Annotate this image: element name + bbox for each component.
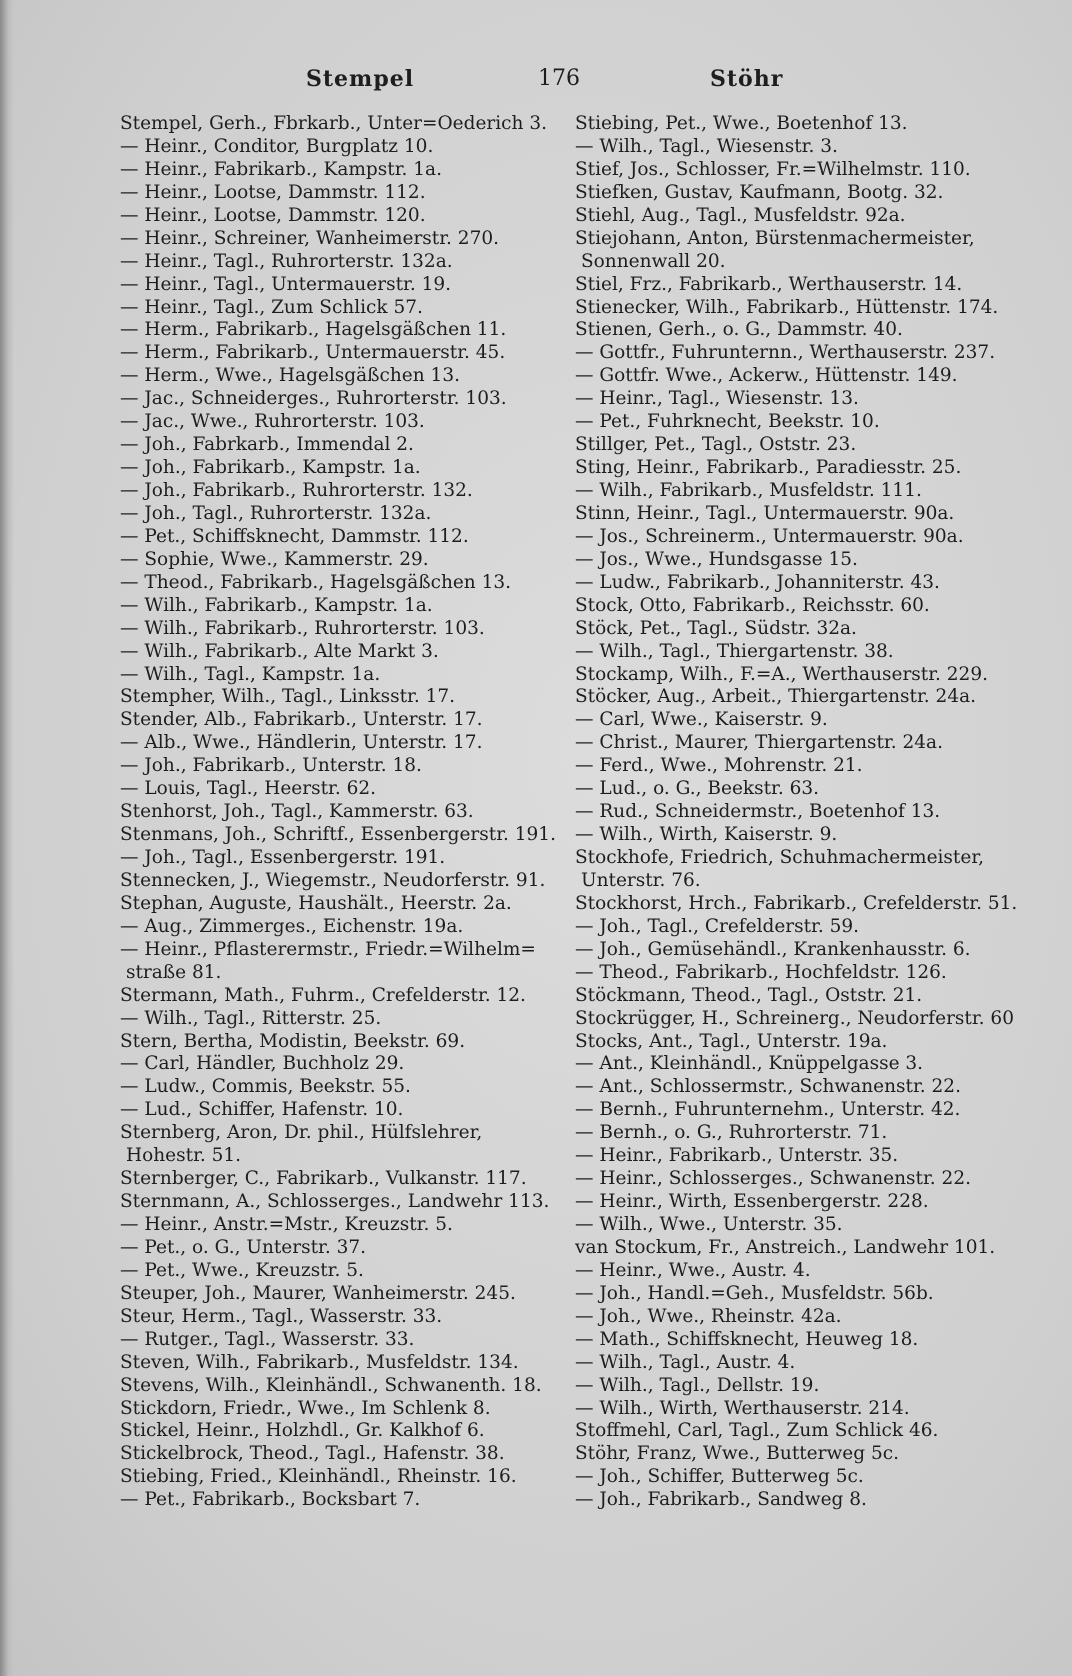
directory-entry: — Bernh., Fuhrunternehm., Unterstr. 42. (575, 1099, 961, 1121)
directory-entry: Stenmans, Joh., Schriftf., Essenbergerstr. 191. (120, 824, 556, 846)
directory-entry: — Joh., Fabrikarb., Ruhrorterstr. 132. (120, 480, 473, 501)
directory-entry: Stöckmann, Theod., Tagl., Oststr. 21. (575, 984, 923, 1006)
directory-entry: Sternberger, C., Fabrikarb., Vulkanstr. 117. (120, 1168, 527, 1190)
directory-entry: — Joh., Tagl., Essenbergerstr. 191. (120, 847, 446, 868)
directory-entry: Hohestr. 51. (126, 1145, 242, 1167)
directory-entry: Stiejohann, Anton, Bürstenmachermeister, (575, 227, 975, 249)
directory-entry: Stender, Alb., Fabrikarb., Unterstr. 17. (120, 709, 483, 731)
directory-entry: — Jac., Wwe., Ruhrorterstr. 103. (120, 411, 425, 433)
directory-entry: — Lud., Schiffer, Hafenstr. 10. (120, 1099, 404, 1121)
directory-entry: Sting, Heinr., Fabrikarb., Paradiesstr. 25. (575, 457, 962, 479)
directory-entry: — Heinr., Wirth, Essenbergerstr. 228. (575, 1191, 929, 1213)
directory-entry: Stickdorn, Friedr., Wwe., Im Schlenk 8. (120, 1397, 491, 1419)
directory-entry: Stempel, Gerh., Fbrkarb., Unter=Oederich 3. (120, 113, 547, 134)
directory-entry: — Wilh., Wwe., Unterstr. 35. (575, 1214, 843, 1235)
directory-entry: — Wilh., Tagl., Dellstr. 19. (575, 1374, 820, 1396)
directory-entry: Stevens, Wilh., Kleinhändl., Schwanenth. 18. (120, 1374, 542, 1396)
directory-entry: — Jos., Wwe., Hundsgasse 15. (575, 548, 858, 570)
directory-entry: — Joh., Fabrikarb., Unterstr. 18. (120, 755, 422, 777)
directory-entry: — Heinr., Tagl., Untermauerstr. 19. (120, 273, 452, 295)
directory-entry: — Ant., Kleinhändl., Knüppelgasse 3. (575, 1053, 924, 1075)
directory-entry: — Lud., o. G., Beekstr. 63. (575, 778, 820, 800)
directory-entry: — Wilh., Tagl., Kampstr. 1a. (120, 663, 381, 685)
directory-entry: — Bernh., o. G., Ruhrorterstr. 71. (575, 1122, 888, 1144)
directory-entry: — Pet., Fuhrknecht, Beekstr. 10. (575, 411, 880, 433)
directory-entry: Stockhorst, Hrch., Fabrikarb., Crefelderstr. 51. (575, 892, 1018, 914)
directory-entry: Stiebing, Pet., Wwe., Boetenhof 13. (575, 113, 908, 134)
directory-entry: Stief, Jos., Schlosser, Fr.=Wilhelmstr. 110. (575, 158, 971, 180)
directory-entry: Steuper, Joh., Maurer, Wanheimerstr. 245. (120, 1282, 516, 1304)
directory-entry: — Pet., Fabrikarb., Bocksbart 7. (120, 1489, 421, 1511)
directory-entry: — Wilh., Tagl., Austr. 4. (575, 1351, 796, 1373)
directory-entry: Stiebing, Fried., Kleinhändl., Rheinstr. 16. (120, 1466, 517, 1488)
directory-entry: — Rud., Schneidermstr., Boetenhof 13. (575, 801, 941, 823)
directory-entry: — Theod., Fabrikarb., Hagelsgäßchen 13. (120, 571, 512, 593)
directory-entry: — Herm., Fabrikarb., Untermauerstr. 45. (120, 342, 506, 364)
directory-entry: — Louis, Tagl., Heerstr. 62. (120, 778, 377, 800)
directory-entry: — Ludw., Commis, Beekstr. 55. (120, 1076, 411, 1098)
directory-entry: — Math., Schiffsknecht, Heuweg 18. (575, 1328, 919, 1350)
directory-entry: — Gottfr., Fuhrunternn., Werthauserstr. 237. (575, 342, 996, 364)
directory-entry: — Joh., Fabrikarb., Sandweg 8. (575, 1489, 867, 1511)
directory-entry: Stenhorst, Joh., Tagl., Kammerstr. 63. (120, 801, 474, 823)
directory-entry: — Wilh., Fabrikarb., Alte Markt 3. (120, 640, 439, 662)
directory-entry: Stöck, Pet., Tagl., Südstr. 32a. (575, 617, 857, 639)
page-header (120, 66, 1020, 106)
directory-entry: — Wilh., Tagl., Thiergartenstr. 38. (575, 640, 894, 662)
directory-entry: — Heinr., Schreiner, Wanheimerstr. 270. (120, 227, 499, 249)
directory-entry: — Wilh., Wirth, Werthauserstr. 214. (575, 1397, 910, 1419)
directory-entry: — Christ., Maurer, Thiergartenstr. 24a. (575, 732, 943, 754)
directory-entry: — Heinr., Fabrikarb., Kampstr. 1a. (120, 158, 442, 180)
directory-entry: — Wilh., Tagl., Wiesenstr. 3. (575, 135, 838, 157)
directory-entry: Stickel, Heinr., Holzhdl., Gr. Kalkhof 6. (120, 1420, 485, 1442)
directory-entry: — Heinr., Tagl., Ruhrorterstr. 132a. (120, 250, 453, 272)
directory-entry: Stock, Otto, Fabrikarb., Reichsstr. 60. (575, 594, 930, 616)
directory-entry: — Gottfr. Wwe., Ackerw., Hüttenstr. 149. (575, 365, 958, 387)
directory-entry: — Carl, Wwe., Kaiserstr. 9. (575, 709, 828, 731)
directory-entry: — Ludw., Fabrikarb., Johanniterstr. 43. (575, 571, 940, 593)
directory-entry: Stinn, Heinr., Tagl., Untermauerstr. 90a. (575, 502, 955, 524)
directory-entry: straße 81. (126, 961, 222, 983)
header-right-keyword: Stöhr (710, 66, 784, 92)
directory-entry: Stienen, Gerh., o. G., Dammstr. 40. (575, 319, 903, 341)
directory-entry: — Pet., Schiffsknecht, Dammstr. 112. (120, 525, 469, 547)
directory-entry: — Heinr., Pflasterermstr., Friedr.=Wilhelm= (120, 938, 536, 960)
directory-entry: — Pet., o. G., Unterstr. 37. (120, 1236, 367, 1258)
directory-entry: Stockamp, Wilh., F.=A., Werthauserstr. 229. (575, 663, 988, 685)
directory-entry: — Jac., Schneiderges., Ruhrorterstr. 103. (120, 388, 507, 410)
directory-entry: — Herm., Fabrikarb., Hagelsgäßchen 11. (120, 319, 507, 341)
directory-entry: — Heinr., Tagl., Zum Schlick 57. (120, 296, 423, 318)
directory-entry: Stiefken, Gustav, Kaufmann, Bootg. 32. (575, 181, 944, 203)
directory-entry: Unterstr. 76. (581, 869, 701, 891)
directory-entry: — Ferd., Wwe., Mohrenstr. 21. (575, 755, 863, 777)
page-edge-shadow (0, 0, 14, 1676)
directory-entry: — Wilh., Fabrikarb., Ruhrorterstr. 103. (120, 617, 485, 639)
left-column (120, 113, 570, 1512)
directory-entry: — Wilh., Fabrikarb., Musfeldstr. 111. (575, 480, 922, 501)
directory-entry: — Joh., Tagl., Ruhrorterstr. 132a. (120, 502, 432, 524)
directory-entry: — Heinr., Lootse, Dammstr. 120. (120, 204, 426, 226)
directory-entry: — Aug., Zimmerges., Eichenstr. 19a. (120, 915, 464, 937)
directory-entry: — Joh., Fabrikarb., Kampstr. 1a. (120, 457, 421, 479)
directory-entry: — Joh., Fabrkarb., Immendal 2. (120, 434, 414, 456)
directory-entry: — Heinr., Anstr.=Mstr., Kreuzstr. 5. (120, 1214, 453, 1235)
directory-entry: Stocks, Ant., Tagl., Unterstr. 19a. (575, 1030, 888, 1052)
directory-entry: Sonnenwall 20. (581, 250, 726, 272)
directory-entry: — Carl, Händler, Buchholz 29. (120, 1053, 405, 1075)
directory-entry: Steven, Wilh., Fabrikarb., Musfeldstr. 134. (120, 1351, 519, 1373)
directory-entry: Stern, Bertha, Modistin, Beekstr. 69. (120, 1030, 466, 1052)
directory-entry: — Rutger., Tagl., Wasserstr. 33. (120, 1328, 415, 1350)
directory-entry: — Joh., Schiffer, Butterweg 5c. (575, 1466, 864, 1488)
directory-entry: — Pet., Wwe., Kreuzstr. 5. (120, 1259, 364, 1281)
directory-entry: Stickelbrock, Theod., Tagl., Hafenstr. 38. (120, 1443, 505, 1465)
directory-entry: Stephan, Auguste, Haushält., Heerstr. 2a. (120, 892, 512, 914)
directory-entry: Stöcker, Aug., Arbeit., Thiergartenstr. 24a. (575, 686, 977, 708)
directory-entry: Stennecken, J., Wiegemstr., Neudorferstr. 91. (120, 869, 546, 891)
directory-entry: Stillger, Pet., Tagl., Oststr. 23. (575, 434, 857, 456)
directory-entry: Stienecker, Wilh., Fabrikarb., Hüttenstr. 174. (575, 296, 999, 318)
directory-entry: — Sophie, Wwe., Kammerstr. 29. (120, 548, 429, 570)
directory-entry: — Joh., Wwe., Rheinstr. 42a. (575, 1305, 842, 1327)
directory-entry: — Ant., Schlossermstr., Schwanenstr. 22. (575, 1076, 961, 1098)
directory-entry: Stoffmehl, Carl, Tagl., Zum Schlick 46. (575, 1420, 939, 1442)
directory-entry: — Heinr., Schlosserges., Schwanenstr. 22. (575, 1168, 971, 1190)
header-left-keyword: Stempel (306, 66, 415, 92)
directory-entry: — Joh., Tagl., Crefelderstr. 59. (575, 915, 860, 937)
directory-entry: Stiel, Frz., Fabrikarb., Werthauserstr. 14. (575, 273, 963, 295)
directory-entry: — Herm., Wwe., Hagelsgäßchen 13. (120, 365, 460, 387)
directory-entry: — Wilh., Fabrikarb., Kampstr. 1a. (120, 594, 433, 616)
directory-entry: — Heinr., Lootse, Dammstr. 112. (120, 181, 426, 203)
directory-entry: Stermann, Math., Fuhrm., Crefelderstr. 12. (120, 984, 526, 1006)
right-column (575, 113, 1035, 1512)
directory-entry: Stempher, Wilh., Tagl., Linksstr. 17. (120, 686, 456, 708)
directory-entry: Sternberg, Aron, Dr. phil., Hülfslehrer, (120, 1122, 483, 1144)
directory-entry: Stöhr, Franz, Wwe., Butterweg 5c. (575, 1443, 899, 1465)
directory-entry: van Stockum, Fr., Anstreich., Landwehr 101. (575, 1236, 996, 1258)
directory-entry: Steur, Herm., Tagl., Wasserstr. 33. (120, 1305, 443, 1327)
directory-entry: — Wilh., Tagl., Ritterstr. 25. (120, 1007, 382, 1029)
directory-entry: Stockhofe, Friedrich, Schuhmachermeister, (575, 847, 985, 868)
directory-entry: — Heinr., Fabrikarb., Unterstr. 35. (575, 1145, 899, 1167)
directory-entry: — Alb., Wwe., Händlerin, Unterstr. 17. (120, 732, 483, 754)
directory-entry: — Heinr., Wwe., Austr. 4. (575, 1259, 811, 1281)
page-number: 176 (538, 66, 580, 91)
directory-entry: — Theod., Fabrikarb., Hochfeldstr. 126. (575, 961, 947, 983)
directory-entry: — Wilh., Wirth, Kaiserstr. 9. (575, 824, 838, 846)
directory-entry: — Heinr., Tagl., Wiesenstr. 13. (575, 388, 859, 410)
directory-entry: — Jos., Schreinerm., Untermauerstr. 90a. (575, 525, 964, 547)
directory-entry: Stiehl, Aug., Tagl., Musfeldstr. 92a. (575, 204, 906, 226)
directory-entry: Sternmann, A., Schlosserges., Landwehr 113. (120, 1191, 550, 1213)
directory-entry: — Joh., Handl.=Geh., Musfeldstr. 56b. (575, 1282, 934, 1304)
directory-entry: — Heinr., Conditor, Burgplatz 10. (120, 135, 434, 157)
directory-entry: — Joh., Gemüsehändl., Krankenhausstr. 6. (575, 938, 971, 960)
directory-entry: Stockrügger, H., Schreinerg., Neudorferstr. 60 (575, 1007, 1014, 1029)
